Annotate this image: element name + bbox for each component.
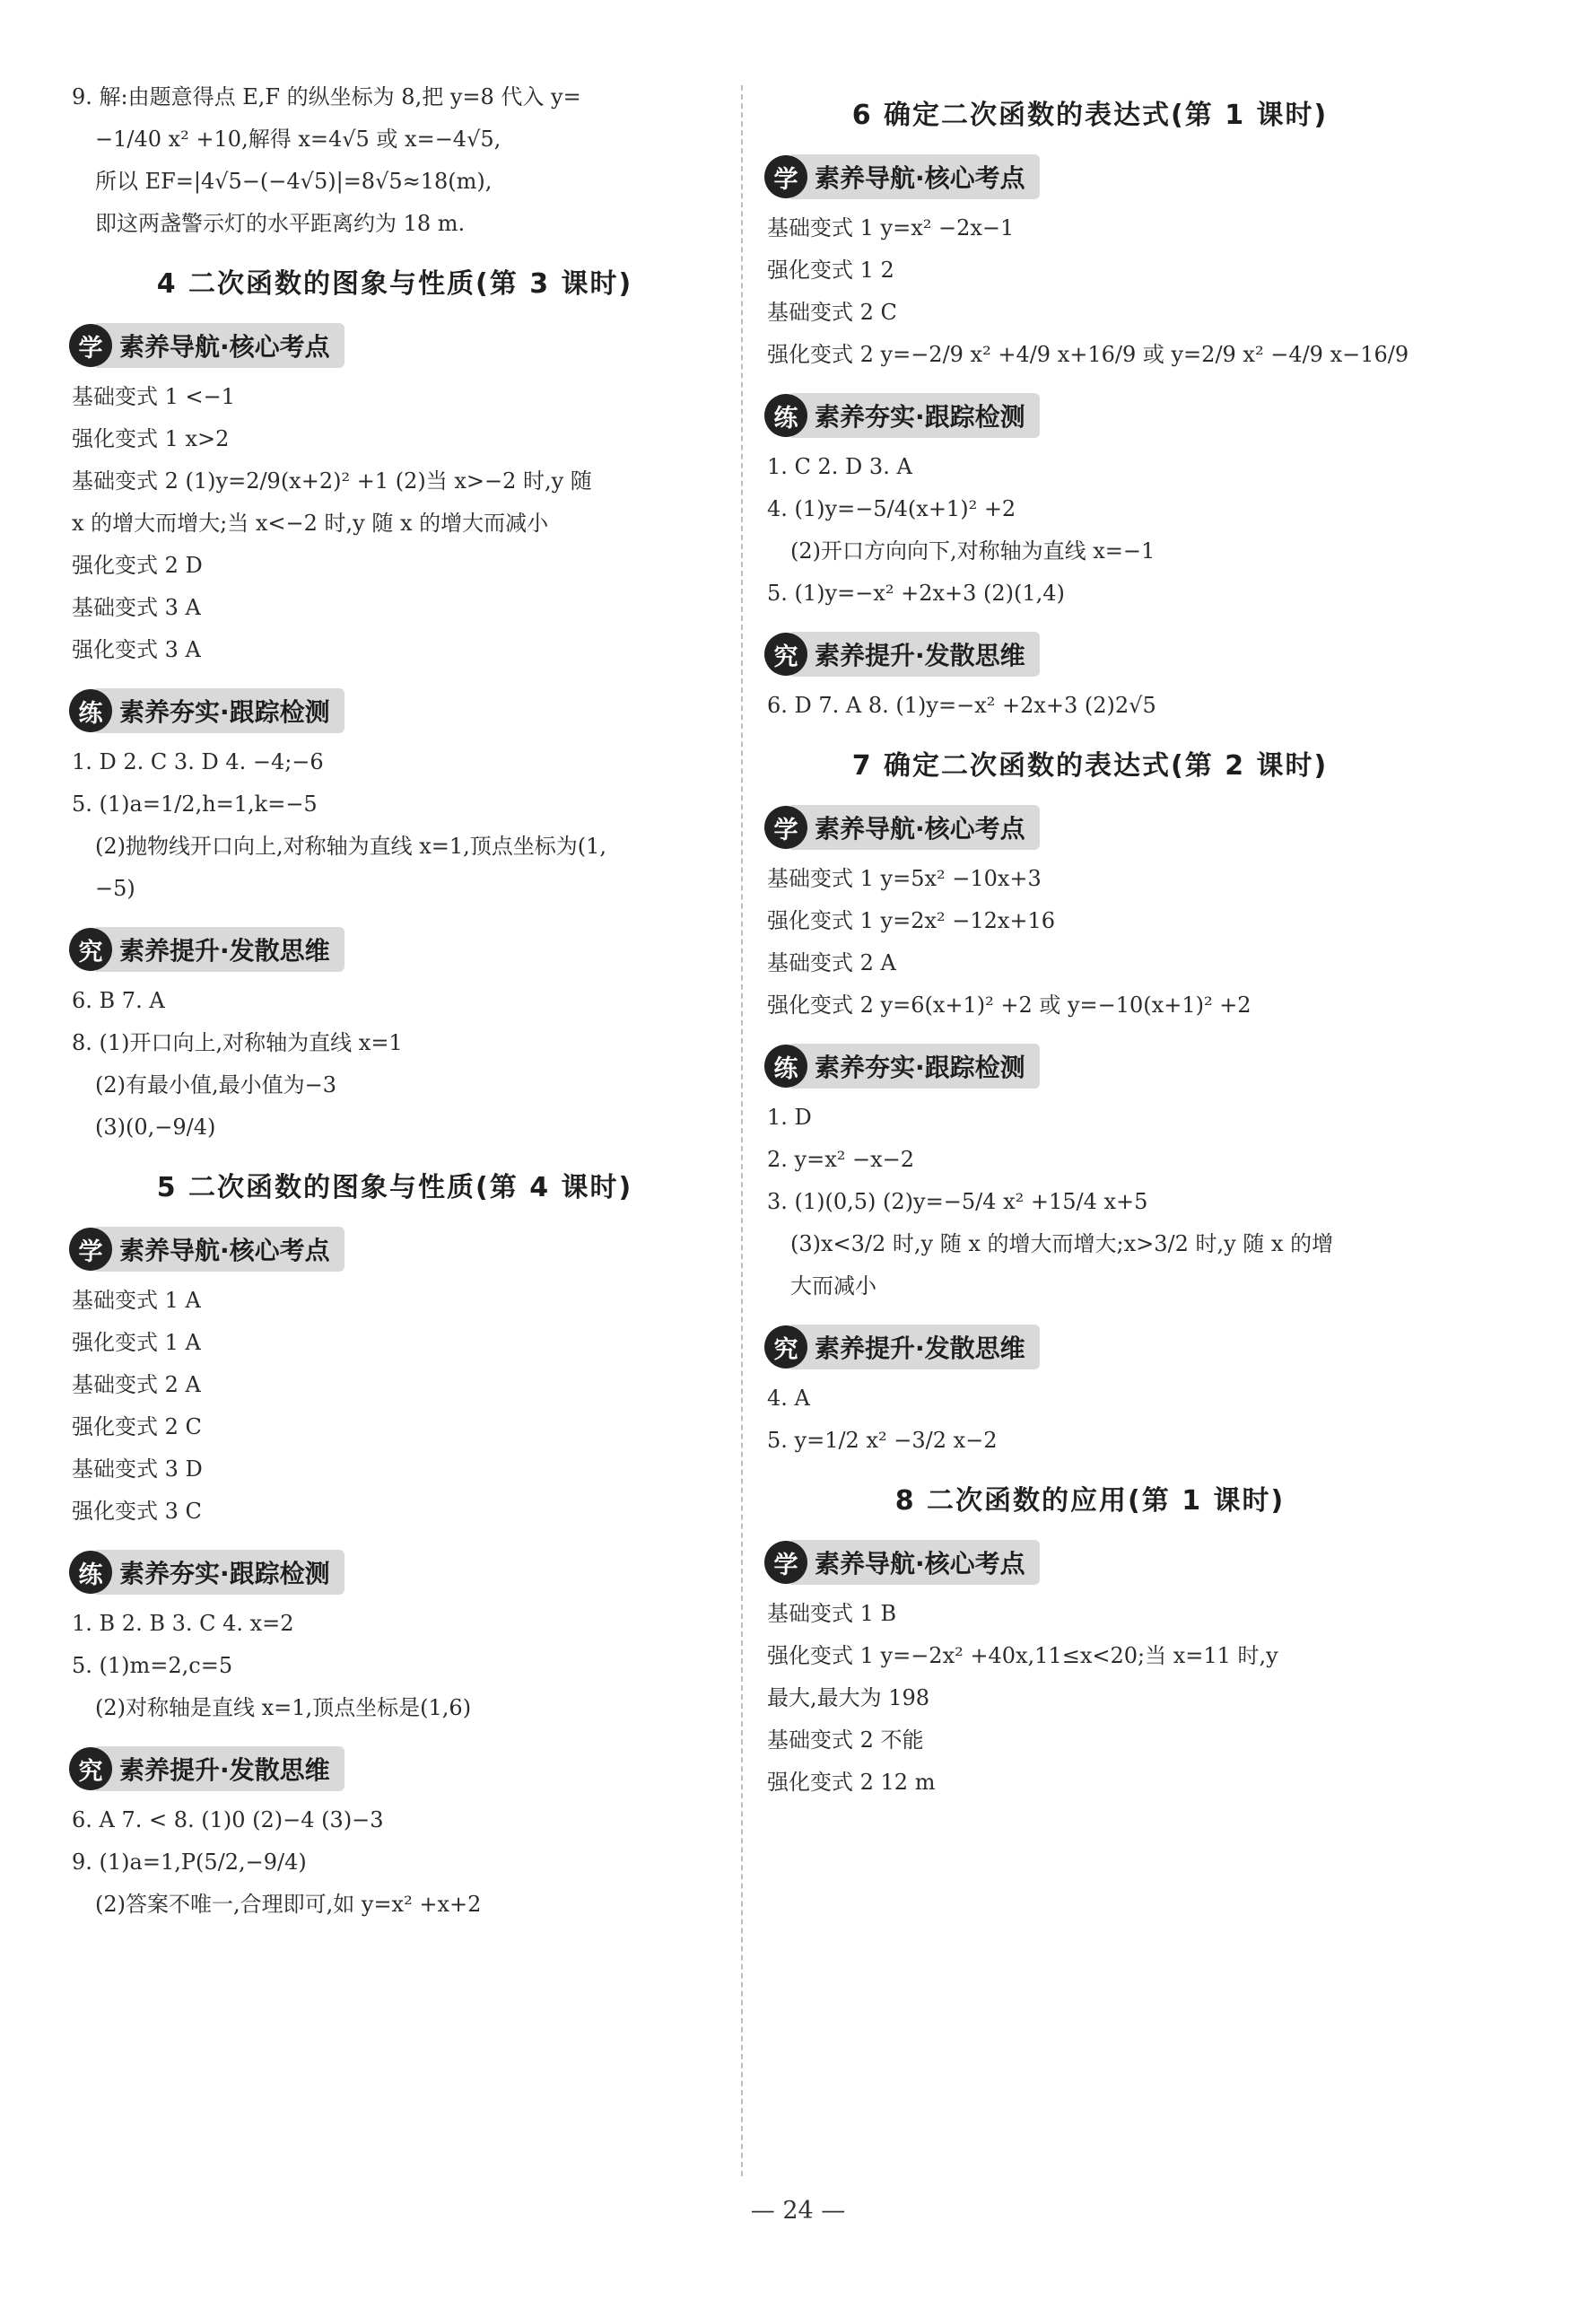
answer-line: 基础变式 1 A: [72, 1288, 201, 1313]
answer-line: (3)x<3/2 时,y 随 x 的增大而增大;x>3/2 时,y 随 x 的增: [790, 1231, 1334, 1256]
section-badge: [764, 1324, 1413, 1370]
section-badge: [764, 1539, 1413, 1586]
section-badge: [69, 1745, 718, 1792]
badge-label: 素养夯实·跟踪检测: [791, 393, 1040, 438]
section-title: 5 二次函数的图象与性质(第 4 课时): [156, 1172, 633, 1203]
answer-line: 基础变式 2 A: [767, 950, 896, 975]
badge-icon: 究: [69, 1747, 112, 1790]
badge-label: 素养提升·发散思维: [96, 1746, 344, 1791]
answer-line: 3. (1)(0,5) (2)y=−5/4 x² +15/4 x+5: [767, 1189, 1148, 1214]
section-badge: [69, 322, 718, 369]
badge-label: 素养提升·发散思维: [791, 1325, 1040, 1369]
badge-icon: 学: [69, 324, 112, 367]
answer-line: (2)对称轴是直线 x=1,顶点坐标是(1,6): [95, 1695, 472, 1720]
answer-line: 强化变式 2 C: [72, 1414, 202, 1439]
answer-line: −5): [95, 876, 135, 901]
answer-line: 大而减小: [790, 1273, 876, 1299]
answer-line: 强化变式 2 y=−2/9 x² +4/9 x+16/9 或 y=2/9 x² −4/9 x−16/9: [767, 342, 1409, 367]
answer-line: (2)有最小值,最小值为−3: [95, 1072, 337, 1098]
answer-line: 2. y=x² −x−2: [767, 1147, 915, 1172]
answer-line: 1. D 2. C 3. D 4. −4;−6: [72, 749, 324, 774]
badge-icon: 究: [69, 928, 112, 971]
answer-line: 基础变式 1 y=x² −2x−1: [767, 215, 1015, 240]
answer-line: 强化变式 1 A: [72, 1330, 201, 1355]
answer-line: (2)抛物线开口向上,对称轴为直线 x=1,顶点坐标为(1,: [95, 834, 607, 859]
section-badge: [69, 687, 718, 734]
badge-icon: 练: [69, 689, 112, 732]
section-title: 7 确定二次函数的表达式(第 2 课时): [851, 750, 1329, 782]
badge-label: 素养导航·核心考点: [791, 805, 1040, 850]
left-column: [72, 76, 718, 1926]
badge-label: 素养提升·发散思维: [96, 927, 344, 972]
section-badge: [764, 392, 1413, 439]
answer-line: 5. (1)a=1/2,h=1,k=−5: [72, 791, 318, 817]
answer-line: 基础变式 2 不能: [767, 1727, 924, 1753]
answer-line: 8. (1)开口向上,对称轴为直线 x=1: [72, 1030, 403, 1055]
answer-line: (3)(0,−9/4): [95, 1115, 216, 1140]
answer-line: 1. B 2. B 3. C 4. x=2: [72, 1611, 294, 1636]
answer-line: 所以 EF=|4√5−(−4√5)|=8√5≈18(m),: [95, 169, 493, 194]
section-badge: [764, 804, 1413, 851]
answer-line: (2)开口方向向下,对称轴为直线 x=−1: [790, 538, 1156, 564]
badge-label: 素养提升·发散思维: [791, 632, 1040, 677]
badge-icon: 练: [764, 394, 807, 437]
answer-line: 5. (1)y=−x² +2x+3 (2)(1,4): [767, 581, 1065, 606]
page-number: — 24 —: [750, 2197, 846, 2225]
answer-line: 4. A: [767, 1386, 810, 1411]
section-badge: [764, 1043, 1413, 1089]
badge-icon: 练: [69, 1551, 112, 1594]
answer-line: 强化变式 2 12 m: [767, 1770, 936, 1795]
answer-line: 基础变式 3 D: [72, 1456, 203, 1482]
badge-icon: 学: [764, 1541, 807, 1584]
answer-line: 最大,最大为 198: [767, 1685, 930, 1710]
badge-label: 素养夯实·跟踪检测: [96, 688, 344, 733]
answer-line: −1/40 x² +10,解得 x=4√5 或 x=−4√5,: [95, 127, 501, 152]
badge-icon: 学: [764, 155, 807, 198]
answer-line: 基础变式 1 B: [767, 1601, 897, 1626]
answer-line: 强化变式 1 y=2x² −12x+16: [767, 908, 1056, 933]
badge-label: 素养导航·核心考点: [96, 1227, 344, 1272]
section-badge: [69, 926, 718, 973]
badge-icon: 学: [764, 806, 807, 849]
answer-line: 1. D: [767, 1105, 812, 1130]
badge-icon: 究: [764, 1325, 807, 1369]
badge-label: 素养导航·核心考点: [791, 154, 1040, 199]
answer-line: (2)答案不唯一,合理即可,如 y=x² +x+2: [95, 1892, 482, 1917]
answer-line: 强化变式 1 y=−2x² +40x,11≤x<20;当 x=11 时,y: [767, 1643, 1278, 1668]
right-column: [767, 76, 1413, 1804]
answer-line: 强化变式 3 C: [72, 1499, 202, 1524]
answer-line: x 的增大而增大;当 x<−2 时,y 随 x 的增大而减小: [72, 511, 549, 536]
badge-label: 素养夯实·跟踪检测: [791, 1044, 1040, 1089]
answer-line: 5. y=1/2 x² −3/2 x−2: [767, 1428, 998, 1453]
answer-line: 强化变式 2 D: [72, 553, 203, 578]
answer-line: 基础变式 1 y=5x² −10x+3: [767, 866, 1042, 891]
answer-line: 基础变式 2 C: [767, 300, 897, 325]
badge-label: 素养导航·核心考点: [96, 323, 344, 368]
badge-icon: 究: [764, 633, 807, 676]
answer-line: 基础变式 2 (1)y=2/9(x+2)² +1 (2)当 x>−2 时,y 随: [72, 468, 592, 494]
answer-line: 强化变式 3 A: [72, 637, 201, 662]
badge-icon: 练: [764, 1045, 807, 1088]
section-title: 4 二次函数的图象与性质(第 3 课时): [156, 268, 633, 300]
answer-line: 强化变式 1 2: [767, 258, 894, 283]
answer-line: 强化变式 1 x>2: [72, 426, 230, 451]
section-badge: [764, 631, 1413, 678]
section-badge: [69, 1226, 718, 1272]
answer-line: 5. (1)m=2,c=5: [72, 1653, 233, 1678]
section-badge: [764, 153, 1413, 200]
answer-line: 4. (1)y=−5/4(x+1)² +2: [767, 496, 1016, 521]
answer-line: 基础变式 3 A: [72, 595, 201, 620]
answer-line: 即这两盏警示灯的水平距离约为 18 m.: [95, 211, 466, 236]
answer-line: 基础变式 2 A: [72, 1372, 201, 1397]
section-title: 8 二次函数的应用(第 1 课时): [894, 1485, 1286, 1517]
answer-line: 1. C 2. D 3. A: [767, 454, 912, 479]
answer-line: 6. D 7. A 8. (1)y=−x² +2x+3 (2)2√5: [767, 693, 1156, 718]
badge-label: 素养导航·核心考点: [791, 1540, 1040, 1585]
answer-line: 基础变式 1 <−1: [72, 384, 236, 409]
section-title: 6 确定二次函数的表达式(第 1 课时): [851, 100, 1329, 131]
badge-label: 素养夯实·跟踪检测: [96, 1550, 344, 1595]
badge-icon: 学: [69, 1228, 112, 1271]
answer-line: 9. 解:由题意得点 E,F 的纵坐标为 8,把 y=8 代入 y=: [72, 84, 581, 109]
answer-line: 强化变式 2 y=6(x+1)² +2 或 y=−10(x+1)² +2: [767, 993, 1252, 1018]
column-divider: [741, 85, 743, 2176]
answer-line: 9. (1)a=1,P(5/2,−9/4): [72, 1850, 307, 1875]
answer-line: 6. B 7. A: [72, 988, 165, 1013]
section-badge: [69, 1549, 718, 1596]
answer-line: 6. A 7. < 8. (1)0 (2)−4 (3)−3: [72, 1807, 384, 1832]
